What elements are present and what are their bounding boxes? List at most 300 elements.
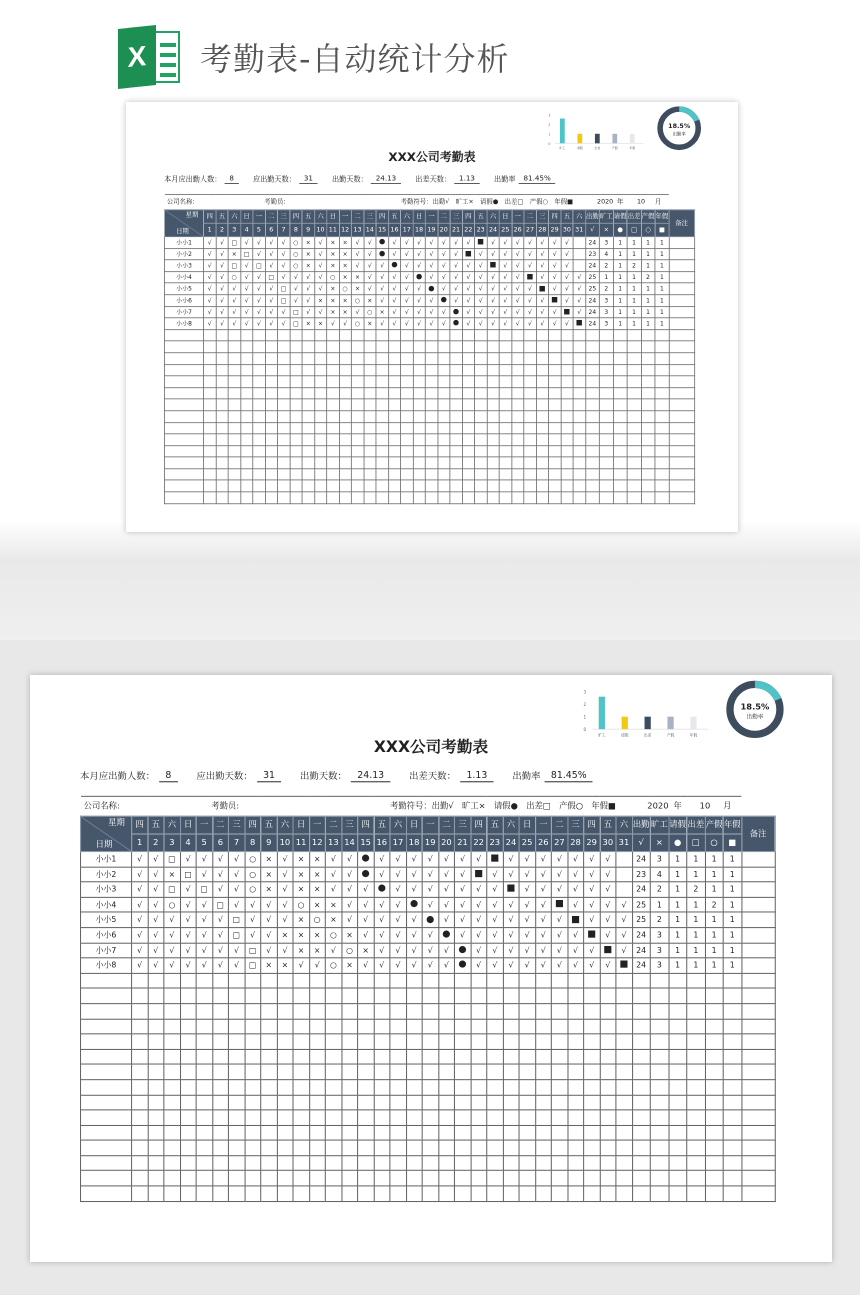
blank-cell[interactable] xyxy=(536,330,548,342)
blank-cell[interactable] xyxy=(632,1064,650,1079)
attendance-mark[interactable]: × xyxy=(325,897,341,912)
attendance-mark[interactable]: √ xyxy=(503,958,519,973)
blank-cell[interactable] xyxy=(406,1171,422,1186)
attendance-mark[interactable]: √ xyxy=(388,272,400,284)
blank-cell[interactable] xyxy=(413,341,425,353)
blank-cell[interactable] xyxy=(519,1125,535,1140)
blank-cell[interactable] xyxy=(406,1004,422,1019)
blank-cell[interactable] xyxy=(401,446,413,458)
blank-cell[interactable] xyxy=(401,411,413,423)
blank-cell[interactable] xyxy=(341,1125,357,1140)
attendance-mark[interactable]: √ xyxy=(148,912,164,927)
blank-cell[interactable] xyxy=(148,1095,164,1110)
blank-cell[interactable] xyxy=(203,376,215,388)
attendance-mark[interactable]: √ xyxy=(535,897,551,912)
blank-cell[interactable] xyxy=(524,388,536,400)
blank-cell[interactable] xyxy=(339,434,351,446)
blank-cell[interactable] xyxy=(487,1034,503,1049)
attendance-mark[interactable]: √ xyxy=(290,283,302,295)
attendance-mark[interactable]: √ xyxy=(548,272,560,284)
blank-cell[interactable] xyxy=(687,1049,705,1064)
attendance-mark[interactable]: ● xyxy=(374,882,390,897)
attendance-mark[interactable]: √ xyxy=(536,318,548,330)
blank-cell[interactable] xyxy=(422,1186,438,1201)
blank-cell[interactable] xyxy=(462,364,474,376)
blank-cell[interactable] xyxy=(164,1064,180,1079)
blank-cell[interactable] xyxy=(723,1080,741,1095)
attendance-mark[interactable]: □ xyxy=(277,295,289,307)
blank-cell[interactable] xyxy=(599,492,613,504)
blank-cell[interactable] xyxy=(265,411,277,423)
blank-cell[interactable] xyxy=(450,376,462,388)
blank-cell[interactable] xyxy=(475,330,487,342)
blank-cell[interactable] xyxy=(309,1140,325,1155)
blank-cell[interactable] xyxy=(613,446,627,458)
blank-cell[interactable] xyxy=(228,1095,244,1110)
attendance-mark[interactable]: × xyxy=(341,958,357,973)
attendance-mark[interactable]: √ xyxy=(228,958,244,973)
attendance-mark[interactable]: √ xyxy=(499,260,511,272)
blank-cell[interactable] xyxy=(600,1110,616,1125)
blank-cell[interactable] xyxy=(228,422,240,434)
blank-cell[interactable] xyxy=(216,469,228,481)
attendance-mark[interactable]: × xyxy=(302,248,314,260)
blank-cell[interactable] xyxy=(293,1019,309,1034)
blank-cell[interactable] xyxy=(723,1140,741,1155)
blank-cell[interactable] xyxy=(475,399,487,411)
blank-cell[interactable] xyxy=(561,492,573,504)
blank-cell[interactable] xyxy=(265,353,277,365)
attendance-mark[interactable]: × xyxy=(261,852,277,867)
remark-cell[interactable] xyxy=(741,958,774,973)
blank-cell[interactable] xyxy=(164,1156,180,1171)
blank-cell[interactable] xyxy=(600,1034,616,1049)
blank-cell[interactable] xyxy=(650,1186,668,1201)
attendance-mark[interactable]: × xyxy=(314,318,326,330)
blank-cell[interactable] xyxy=(548,422,560,434)
blank-cell[interactable] xyxy=(422,973,438,988)
blank-cell[interactable] xyxy=(438,353,450,365)
blank-cell[interactable] xyxy=(599,399,613,411)
blank-cell[interactable] xyxy=(632,1080,650,1095)
blank-cell[interactable] xyxy=(277,1019,293,1034)
blank-cell[interactable] xyxy=(341,1019,357,1034)
blank-cell[interactable] xyxy=(413,330,425,342)
blank-cell[interactable] xyxy=(535,1140,551,1155)
blank-cell[interactable] xyxy=(325,1140,341,1155)
blank-cell[interactable] xyxy=(293,1125,309,1140)
blank-cell[interactable] xyxy=(413,434,425,446)
attendance-mark[interactable]: √ xyxy=(148,897,164,912)
blank-cell[interactable] xyxy=(438,1156,454,1171)
blank-cell[interactable] xyxy=(216,364,228,376)
attendance-mark[interactable]: √ xyxy=(216,295,228,307)
blank-cell[interactable] xyxy=(212,1080,228,1095)
blank-cell[interactable] xyxy=(650,1140,668,1155)
blank-cell[interactable] xyxy=(406,1080,422,1095)
blank-cell[interactable] xyxy=(650,1080,668,1095)
attendance-mark[interactable]: √ xyxy=(536,306,548,318)
remark-cell[interactable] xyxy=(741,852,774,867)
blank-cell[interactable] xyxy=(475,341,487,353)
blank-cell[interactable] xyxy=(290,480,302,492)
blank-cell[interactable] xyxy=(277,1034,293,1049)
attendance-mark[interactable]: ■ xyxy=(536,283,548,295)
blank-cell[interactable] xyxy=(535,973,551,988)
blank-cell[interactable] xyxy=(351,480,363,492)
attendance-mark[interactable]: × xyxy=(293,912,309,927)
blank-cell[interactable] xyxy=(314,434,326,446)
blank-cell[interactable] xyxy=(499,330,511,342)
blank-cell[interactable] xyxy=(390,1125,406,1140)
blank-cell[interactable] xyxy=(240,399,252,411)
blank-cell[interactable] xyxy=(212,973,228,988)
attendance-mark[interactable]: √ xyxy=(600,882,616,897)
blank-cell[interactable] xyxy=(471,1171,487,1186)
attendance-mark[interactable]: √ xyxy=(561,272,573,284)
blank-cell[interactable] xyxy=(253,446,265,458)
attendance-mark[interactable]: √ xyxy=(524,260,536,272)
blank-cell[interactable] xyxy=(438,1186,454,1201)
blank-cell[interactable] xyxy=(277,1064,293,1079)
blank-cell[interactable] xyxy=(425,480,437,492)
attendance-mark[interactable]: × xyxy=(364,295,376,307)
blank-cell[interactable] xyxy=(519,1140,535,1155)
attendance-mark[interactable]: √ xyxy=(503,852,519,867)
blank-cell[interactable] xyxy=(599,422,613,434)
blank-cell[interactable] xyxy=(499,411,511,423)
blank-cell[interactable] xyxy=(374,1049,390,1064)
blank-cell[interactable] xyxy=(164,1080,180,1095)
blank-cell[interactable] xyxy=(253,353,265,365)
attendance-mark[interactable]: √ xyxy=(212,882,228,897)
attendance-mark[interactable]: √ xyxy=(374,958,390,973)
blank-cell[interactable] xyxy=(524,446,536,458)
blank-cell[interactable] xyxy=(245,1125,261,1140)
blank-cell[interactable] xyxy=(302,434,314,446)
attendance-mark[interactable]: √ xyxy=(616,912,632,927)
blank-cell[interactable] xyxy=(327,364,339,376)
blank-cell[interactable] xyxy=(388,434,400,446)
attendance-mark[interactable]: √ xyxy=(524,318,536,330)
blank-cell[interactable] xyxy=(705,1080,723,1095)
attendance-mark[interactable]: √ xyxy=(548,318,560,330)
blank-cell[interactable] xyxy=(584,1125,600,1140)
blank-cell[interactable] xyxy=(302,388,314,400)
blank-cell[interactable] xyxy=(212,1095,228,1110)
attendance-mark[interactable]: √ xyxy=(196,943,212,958)
blank-cell[interactable] xyxy=(261,1080,277,1095)
attendance-mark[interactable]: √ xyxy=(425,318,437,330)
attendance-mark[interactable]: √ xyxy=(196,958,212,973)
attendance-mark[interactable]: × xyxy=(339,306,351,318)
blank-cell[interactable] xyxy=(519,1049,535,1064)
blank-cell[interactable] xyxy=(358,1034,374,1049)
attendance-mark[interactable]: √ xyxy=(450,295,462,307)
attendance-mark[interactable]: √ xyxy=(573,283,585,295)
blank-cell[interactable] xyxy=(669,422,694,434)
blank-cell[interactable] xyxy=(561,376,573,388)
attendance-mark[interactable]: √ xyxy=(422,958,438,973)
blank-cell[interactable] xyxy=(261,1140,277,1155)
blank-cell[interactable] xyxy=(390,1110,406,1125)
blank-cell[interactable] xyxy=(616,1004,632,1019)
blank-cell[interactable] xyxy=(655,353,669,365)
attendance-mark[interactable]: √ xyxy=(325,867,341,882)
attendance-mark[interactable]: ○ xyxy=(325,928,341,943)
blank-cell[interactable] xyxy=(632,1049,650,1064)
attendance-mark[interactable]: √ xyxy=(413,283,425,295)
blank-cell[interactable] xyxy=(519,1186,535,1201)
blank-cell[interactable] xyxy=(180,1064,196,1079)
blank-cell[interactable] xyxy=(216,422,228,434)
blank-cell[interactable] xyxy=(302,341,314,353)
attendance-mark[interactable]: √ xyxy=(341,867,357,882)
blank-cell[interactable] xyxy=(535,1186,551,1201)
blank-cell[interactable] xyxy=(132,1171,148,1186)
blank-cell[interactable] xyxy=(81,988,132,1003)
attendance-mark[interactable]: × xyxy=(341,928,357,943)
blank-cell[interactable] xyxy=(376,434,388,446)
blank-cell[interactable] xyxy=(487,399,499,411)
attendance-mark[interactable]: √ xyxy=(487,912,503,927)
blank-cell[interactable] xyxy=(487,1140,503,1155)
attendance-mark[interactable]: √ xyxy=(216,272,228,284)
attendance-mark[interactable]: √ xyxy=(438,272,450,284)
blank-cell[interactable] xyxy=(341,988,357,1003)
attendance-mark[interactable]: √ xyxy=(180,912,196,927)
attendance-mark[interactable]: √ xyxy=(245,928,261,943)
blank-cell[interactable] xyxy=(475,388,487,400)
attendance-mark[interactable]: √ xyxy=(374,912,390,927)
attendance-mark[interactable]: √ xyxy=(148,852,164,867)
attendance-mark[interactable]: √ xyxy=(561,248,573,260)
blank-cell[interactable] xyxy=(277,988,293,1003)
remark-cell[interactable] xyxy=(669,295,694,307)
attendance-mark[interactable]: √ xyxy=(203,237,215,249)
attendance-mark[interactable]: ○ xyxy=(351,318,363,330)
attendance-mark[interactable]: √ xyxy=(584,882,600,897)
attendance-mark[interactable]: √ xyxy=(524,248,536,260)
blank-cell[interactable] xyxy=(669,364,694,376)
blank-cell[interactable] xyxy=(245,1186,261,1201)
blank-cell[interactable] xyxy=(253,330,265,342)
attendance-mark[interactable]: × xyxy=(327,283,339,295)
blank-cell[interactable] xyxy=(741,1049,774,1064)
attendance-mark[interactable]: √ xyxy=(228,852,244,867)
attendance-mark[interactable]: √ xyxy=(524,295,536,307)
blank-cell[interactable] xyxy=(265,388,277,400)
blank-cell[interactable] xyxy=(535,988,551,1003)
blank-cell[interactable] xyxy=(148,1034,164,1049)
blank-cell[interactable] xyxy=(462,353,474,365)
blank-cell[interactable] xyxy=(551,1140,567,1155)
blank-cell[interactable] xyxy=(641,469,655,481)
blank-cell[interactable] xyxy=(376,480,388,492)
attendance-mark[interactable]: √ xyxy=(584,852,600,867)
blank-cell[interactable] xyxy=(723,1186,741,1201)
blank-cell[interactable] xyxy=(499,376,511,388)
attendance-mark[interactable]: √ xyxy=(302,295,314,307)
attendance-mark[interactable]: × xyxy=(293,852,309,867)
blank-cell[interactable] xyxy=(216,399,228,411)
blank-cell[interactable] xyxy=(364,388,376,400)
blank-cell[interactable] xyxy=(561,353,573,365)
blank-cell[interactable] xyxy=(132,1140,148,1155)
blank-cell[interactable] xyxy=(551,1186,567,1201)
attendance-mark[interactable]: √ xyxy=(503,912,519,927)
blank-cell[interactable] xyxy=(245,1110,261,1125)
blank-cell[interactable] xyxy=(81,1019,132,1034)
blank-cell[interactable] xyxy=(228,1064,244,1079)
attendance-mark[interactable]: √ xyxy=(471,882,487,897)
attendance-mark[interactable]: √ xyxy=(240,272,252,284)
blank-cell[interactable] xyxy=(406,1140,422,1155)
attendance-mark[interactable]: √ xyxy=(519,897,535,912)
blank-cell[interactable] xyxy=(164,1095,180,1110)
attendance-mark[interactable]: √ xyxy=(228,882,244,897)
blank-cell[interactable] xyxy=(584,1140,600,1155)
blank-cell[interactable] xyxy=(723,988,741,1003)
blank-cell[interactable] xyxy=(290,411,302,423)
attendance-mark[interactable]: √ xyxy=(511,283,523,295)
blank-cell[interactable] xyxy=(499,341,511,353)
blank-cell[interactable] xyxy=(81,973,132,988)
blank-cell[interactable] xyxy=(388,480,400,492)
blank-cell[interactable] xyxy=(487,353,499,365)
blank-cell[interactable] xyxy=(536,492,548,504)
blank-cell[interactable] xyxy=(81,1049,132,1064)
attendance-mark[interactable]: √ xyxy=(487,306,499,318)
blank-cell[interactable] xyxy=(203,353,215,365)
blank-cell[interactable] xyxy=(364,411,376,423)
blank-cell[interactable] xyxy=(599,469,613,481)
blank-cell[interactable] xyxy=(650,1095,668,1110)
blank-cell[interactable] xyxy=(401,388,413,400)
attendance-mark[interactable]: √ xyxy=(548,260,560,272)
blank-cell[interactable] xyxy=(165,341,204,353)
attendance-mark[interactable]: √ xyxy=(148,943,164,958)
blank-cell[interactable] xyxy=(216,341,228,353)
blank-cell[interactable] xyxy=(351,469,363,481)
attendance-mark[interactable]: √ xyxy=(413,237,425,249)
blank-cell[interactable] xyxy=(228,330,240,342)
blank-cell[interactable] xyxy=(245,1095,261,1110)
blank-cell[interactable] xyxy=(216,492,228,504)
blank-cell[interactable] xyxy=(212,1019,228,1034)
blank-cell[interactable] xyxy=(584,1004,600,1019)
attendance-mark[interactable]: √ xyxy=(406,882,422,897)
blank-cell[interactable] xyxy=(669,480,694,492)
blank-cell[interactable] xyxy=(180,988,196,1003)
blank-cell[interactable] xyxy=(425,434,437,446)
blank-cell[interactable] xyxy=(613,480,627,492)
blank-cell[interactable] xyxy=(687,973,705,988)
blank-cell[interactable] xyxy=(228,1049,244,1064)
blank-cell[interactable] xyxy=(573,422,585,434)
attendance-mark[interactable]: ○ xyxy=(341,943,357,958)
blank-cell[interactable] xyxy=(293,1110,309,1125)
blank-cell[interactable] xyxy=(374,1019,390,1034)
attendance-mark[interactable]: √ xyxy=(406,943,422,958)
blank-cell[interactable] xyxy=(687,988,705,1003)
blank-cell[interactable] xyxy=(401,376,413,388)
blank-cell[interactable] xyxy=(81,1186,132,1201)
blank-cell[interactable] xyxy=(309,1080,325,1095)
blank-cell[interactable] xyxy=(438,988,454,1003)
blank-cell[interactable] xyxy=(584,988,600,1003)
blank-cell[interactable] xyxy=(401,353,413,365)
remark-cell[interactable] xyxy=(741,928,774,943)
blank-cell[interactable] xyxy=(613,492,627,504)
blank-cell[interactable] xyxy=(196,1171,212,1186)
blank-cell[interactable] xyxy=(705,1019,723,1034)
attendance-mark[interactable]: √ xyxy=(425,248,437,260)
blank-cell[interactable] xyxy=(165,446,204,458)
blank-cell[interactable] xyxy=(290,376,302,388)
blank-cell[interactable] xyxy=(475,480,487,492)
blank-cell[interactable] xyxy=(277,457,289,469)
attendance-mark[interactable] xyxy=(573,237,585,249)
blank-cell[interactable] xyxy=(253,388,265,400)
blank-cell[interactable] xyxy=(212,1110,228,1125)
blank-cell[interactable] xyxy=(499,364,511,376)
attendance-mark[interactable]: √ xyxy=(132,882,148,897)
blank-cell[interactable] xyxy=(600,1004,616,1019)
attendance-mark[interactable]: √ xyxy=(536,237,548,249)
blank-cell[interactable] xyxy=(511,457,523,469)
blank-cell[interactable] xyxy=(228,1186,244,1201)
blank-cell[interactable] xyxy=(723,1171,741,1186)
blank-cell[interactable] xyxy=(265,480,277,492)
blank-cell[interactable] xyxy=(524,457,536,469)
blank-cell[interactable] xyxy=(655,446,669,458)
blank-cell[interactable] xyxy=(390,1049,406,1064)
blank-cell[interactable] xyxy=(585,341,599,353)
blank-cell[interactable] xyxy=(240,469,252,481)
blank-cell[interactable] xyxy=(519,973,535,988)
blank-cell[interactable] xyxy=(536,469,548,481)
blank-cell[interactable] xyxy=(462,341,474,353)
attendance-mark[interactable]: √ xyxy=(511,248,523,260)
blank-cell[interactable] xyxy=(390,1171,406,1186)
blank-cell[interactable] xyxy=(669,973,687,988)
blank-cell[interactable] xyxy=(741,1064,774,1079)
attendance-mark[interactable]: √ xyxy=(216,260,228,272)
attendance-mark[interactable]: √ xyxy=(519,882,535,897)
blank-cell[interactable] xyxy=(413,388,425,400)
blank-cell[interactable] xyxy=(536,446,548,458)
blank-cell[interactable] xyxy=(327,376,339,388)
blank-cell[interactable] xyxy=(535,1034,551,1049)
blank-cell[interactable] xyxy=(438,364,450,376)
blank-cell[interactable] xyxy=(277,434,289,446)
attendance-mark[interactable]: √ xyxy=(180,958,196,973)
blank-cell[interactable] xyxy=(293,1156,309,1171)
blank-cell[interactable] xyxy=(196,1064,212,1079)
blank-cell[interactable] xyxy=(551,1125,567,1140)
blank-cell[interactable] xyxy=(265,422,277,434)
attendance-mark[interactable]: √ xyxy=(302,272,314,284)
attendance-mark[interactable]: √ xyxy=(406,928,422,943)
blank-cell[interactable] xyxy=(277,492,289,504)
attendance-mark[interactable]: √ xyxy=(551,943,567,958)
blank-cell[interactable] xyxy=(519,1095,535,1110)
blank-cell[interactable] xyxy=(180,1095,196,1110)
attendance-mark[interactable]: ○ xyxy=(290,260,302,272)
blank-cell[interactable] xyxy=(519,1171,535,1186)
attendance-mark[interactable]: √ xyxy=(132,958,148,973)
